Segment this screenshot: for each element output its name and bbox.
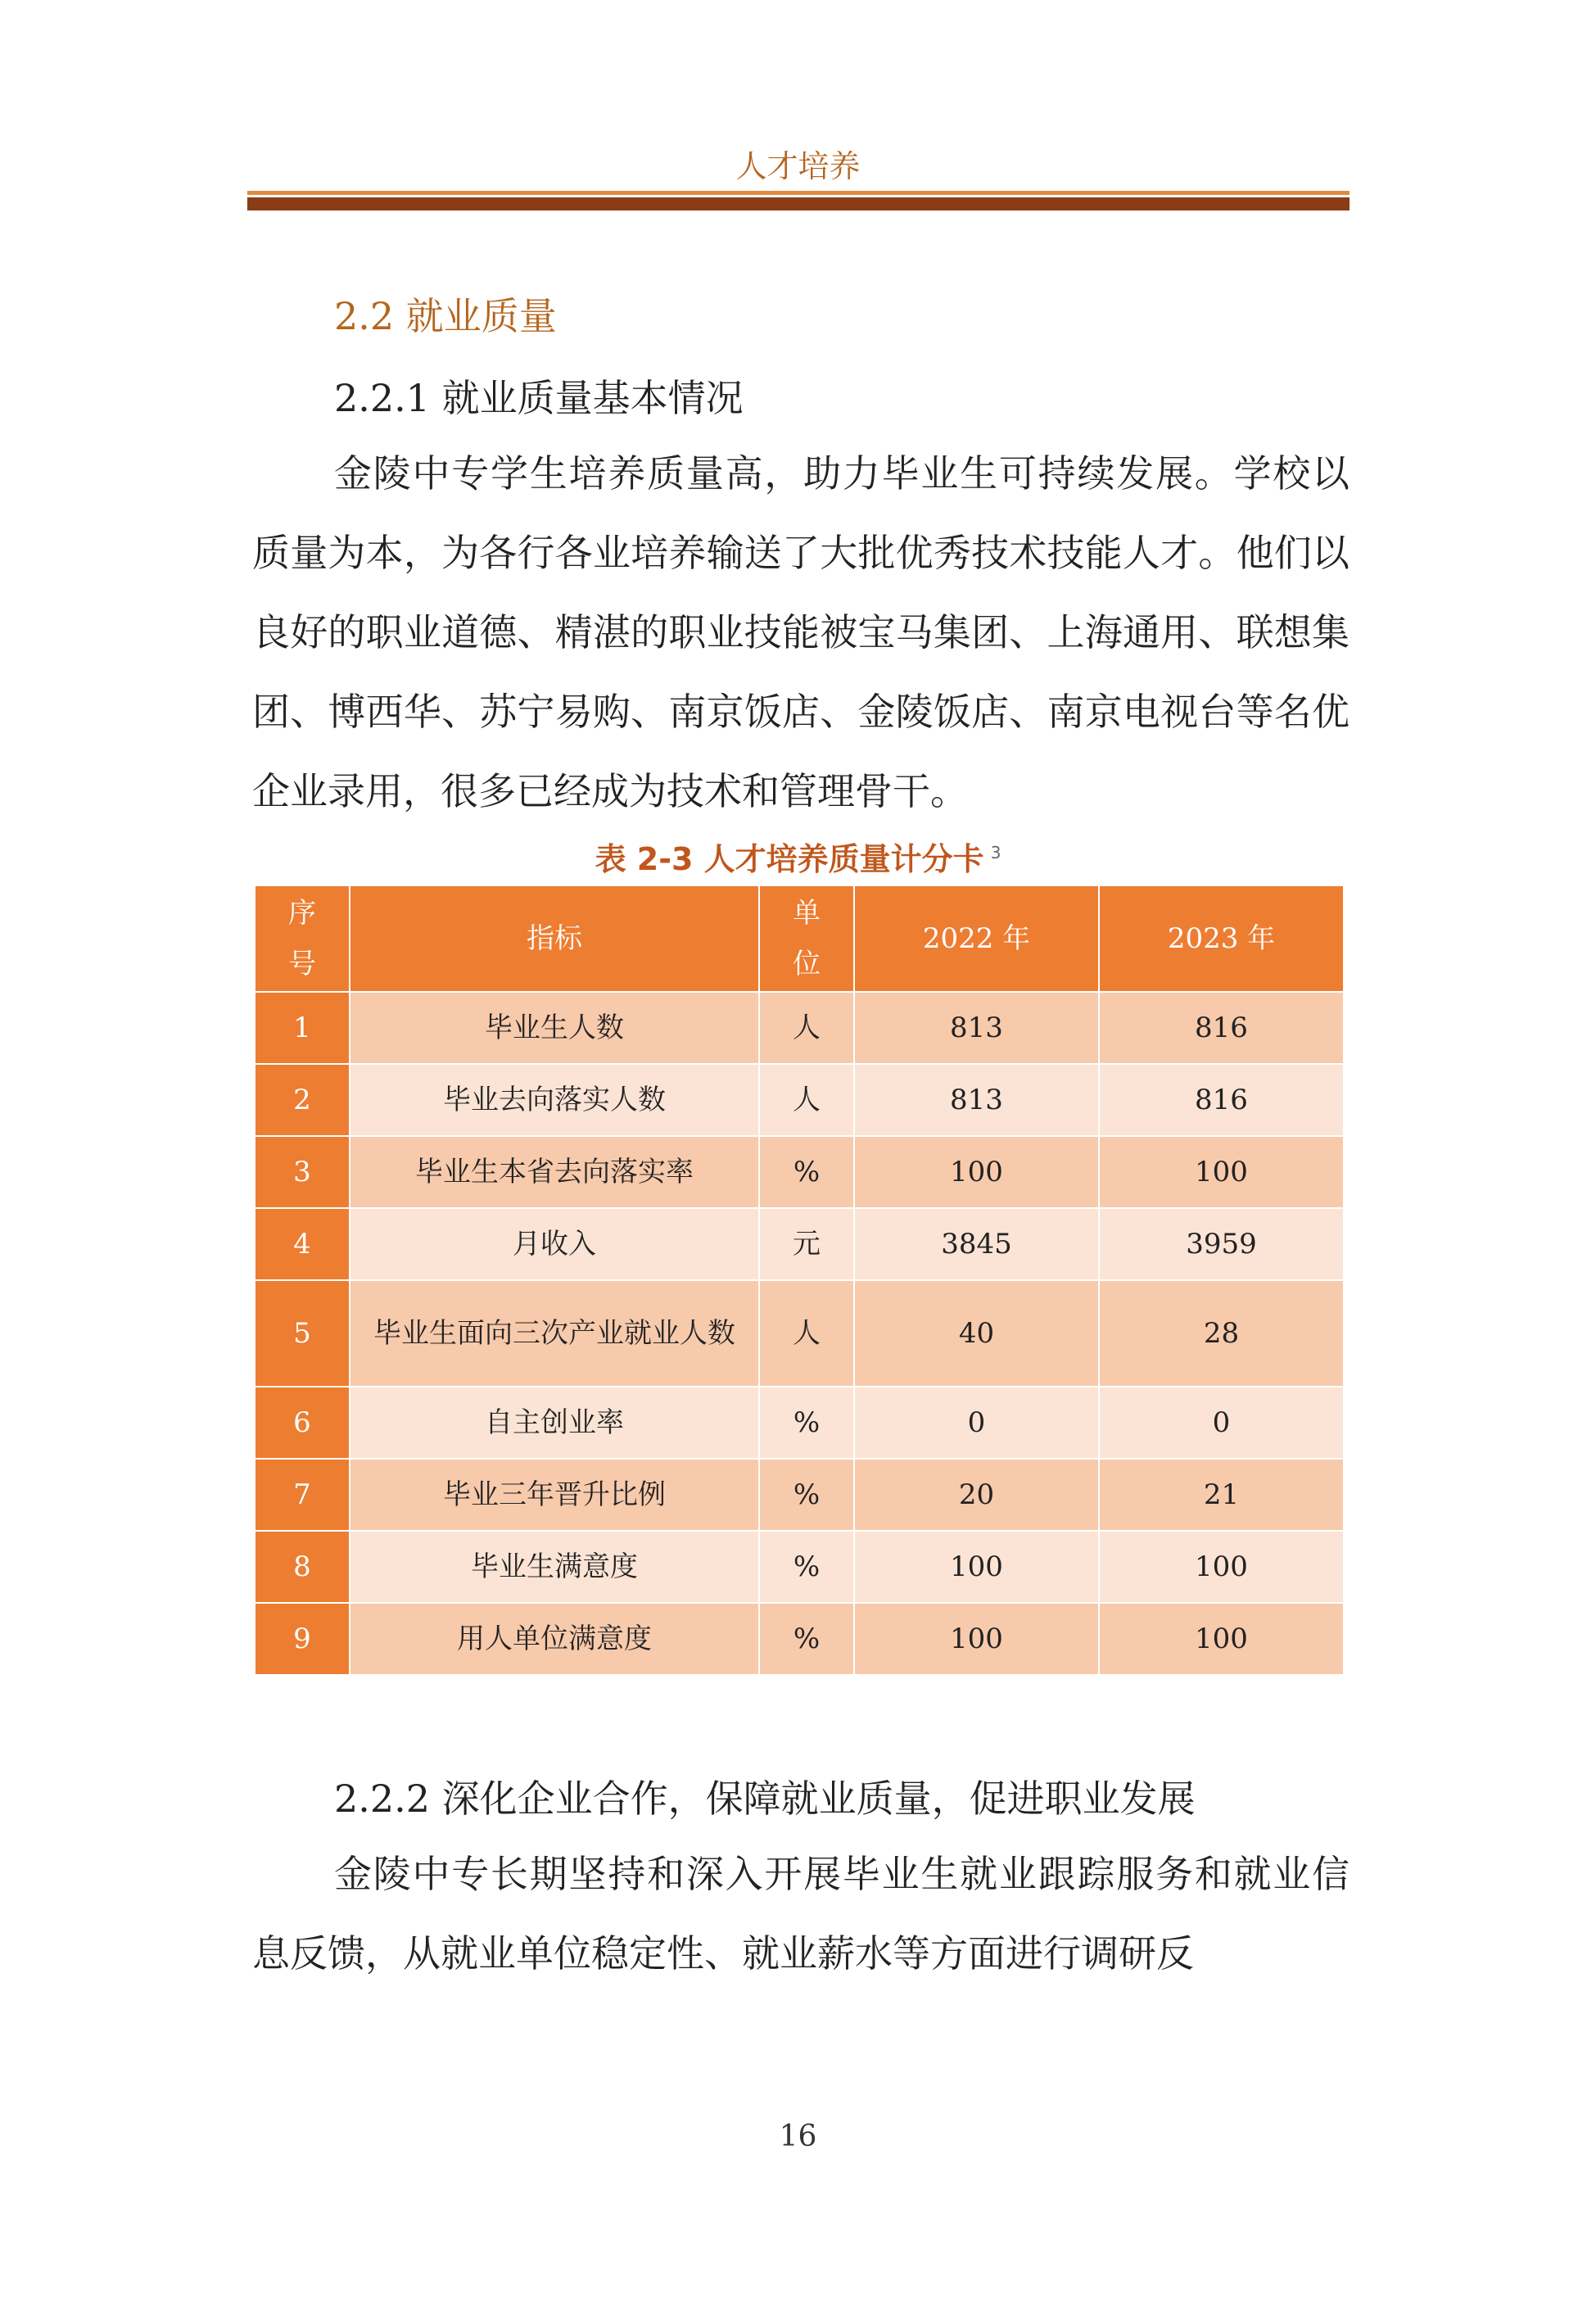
header-indicator: 指标 [350,885,759,992]
row-value-2022: 40 [854,1280,1099,1387]
body-paragraph-1: 金陵中专学生培养质量高，助力毕业生可持续发展。学校以质量为本，为各行各业培养输送了大批优秀技术技能人才。他们以良好的职业道德、精湛的职业技能被宝马集团、上海通用、联想集团、博西华、苏宁易购、南京饭店、金陵饭店、南京电视台等名优企业录用，很多已经成为技术和管理骨干。 [252,451,1350,813]
row-value-2022: 100 [854,1531,1099,1603]
table-row [255,1064,1344,1136]
section-heading: 2.2 就业质量 [334,294,557,338]
header-unit: 单 位 [759,885,854,992]
header-2022: 2022 年 [854,885,1099,992]
table-row [255,1136,1344,1208]
row-value-2022: 813 [854,1064,1099,1136]
table-row [255,1387,1344,1459]
quality-scorecard-table [254,885,1345,1676]
table-row [255,1208,1344,1280]
row-number: 3 [255,1136,350,1208]
row-unit: 元 [759,1208,854,1280]
row-unit: % [759,1459,854,1531]
row-indicator: 毕业三年晋升比例 [350,1459,759,1531]
row-number: 4 [255,1208,350,1280]
header-2023: 2023 年 [1099,885,1344,992]
row-number: 2 [255,1064,350,1136]
row-value-2023: 21 [1099,1459,1344,1531]
subsection-heading-1: 2.2.1 就业质量基本情况 [334,376,744,420]
table-caption [0,834,1596,879]
row-number: 1 [255,992,350,1064]
footnote-ref: 3 [990,843,1001,863]
row-value-2023: 816 [1099,992,1344,1064]
row-indicator: 毕业去向落实人数 [350,1064,759,1136]
row-unit: 人 [759,1280,854,1387]
row-number: 7 [255,1459,350,1531]
row-value-2023: 3959 [1099,1208,1344,1280]
row-value-2023: 0 [1099,1387,1344,1459]
row-value-2022: 0 [854,1387,1099,1459]
header-rule-thin [247,191,1350,195]
row-value-2023: 28 [1099,1280,1344,1387]
row-indicator: 用人单位满意度 [350,1603,759,1675]
row-value-2023: 816 [1099,1064,1344,1136]
table-row [255,992,1344,1064]
header-seq: 序 号 [255,885,350,992]
page-number: 16 [779,2120,817,2153]
table-row [255,1280,1344,1387]
row-indicator: 自主创业率 [350,1387,759,1459]
subsection-heading-2: 2.2.2 深化企业合作，保障就业质量，促进职业发展 [334,1777,1196,1821]
row-indicator: 毕业生面向三次产业就业人数 [350,1280,759,1387]
row-unit: % [759,1136,854,1208]
row-unit: % [759,1387,854,1459]
table-row [255,1459,1344,1531]
row-number: 8 [255,1531,350,1603]
row-value-2022: 100 [854,1136,1099,1208]
row-value-2023: 100 [1099,1603,1344,1675]
table-caption-text: 表 2-3 人才培养质量计分卡 [595,841,984,877]
row-indicator: 毕业生人数 [350,992,759,1064]
row-unit: 人 [759,992,854,1064]
row-value-2023: 100 [1099,1136,1344,1208]
table-header-row [255,885,1344,992]
row-unit: % [759,1531,854,1603]
table-row [255,1531,1344,1603]
row-number: 5 [255,1280,350,1387]
table-row [255,1603,1344,1675]
body-paragraph-2: 金陵中专长期坚持和深入开展毕业生就业跟踪服务和就业信息反馈，从就业单位稳定性、就业薪水等方面进行调研反 [252,1852,1350,1976]
row-value-2022: 20 [854,1459,1099,1531]
header-rule-thick [247,197,1350,210]
row-value-2023: 100 [1099,1531,1344,1603]
row-value-2022: 3845 [854,1208,1099,1280]
row-value-2022: 813 [854,992,1099,1064]
row-indicator: 月收入 [350,1208,759,1280]
row-number: 9 [255,1603,350,1675]
row-value-2022: 100 [854,1603,1099,1675]
row-unit: 人 [759,1064,854,1136]
row-indicator: 毕业生本省去向落实率 [350,1136,759,1208]
row-number: 6 [255,1387,350,1459]
running-header-title: 人才培养 [735,148,861,184]
row-unit: % [759,1603,854,1675]
row-indicator: 毕业生满意度 [350,1531,759,1603]
